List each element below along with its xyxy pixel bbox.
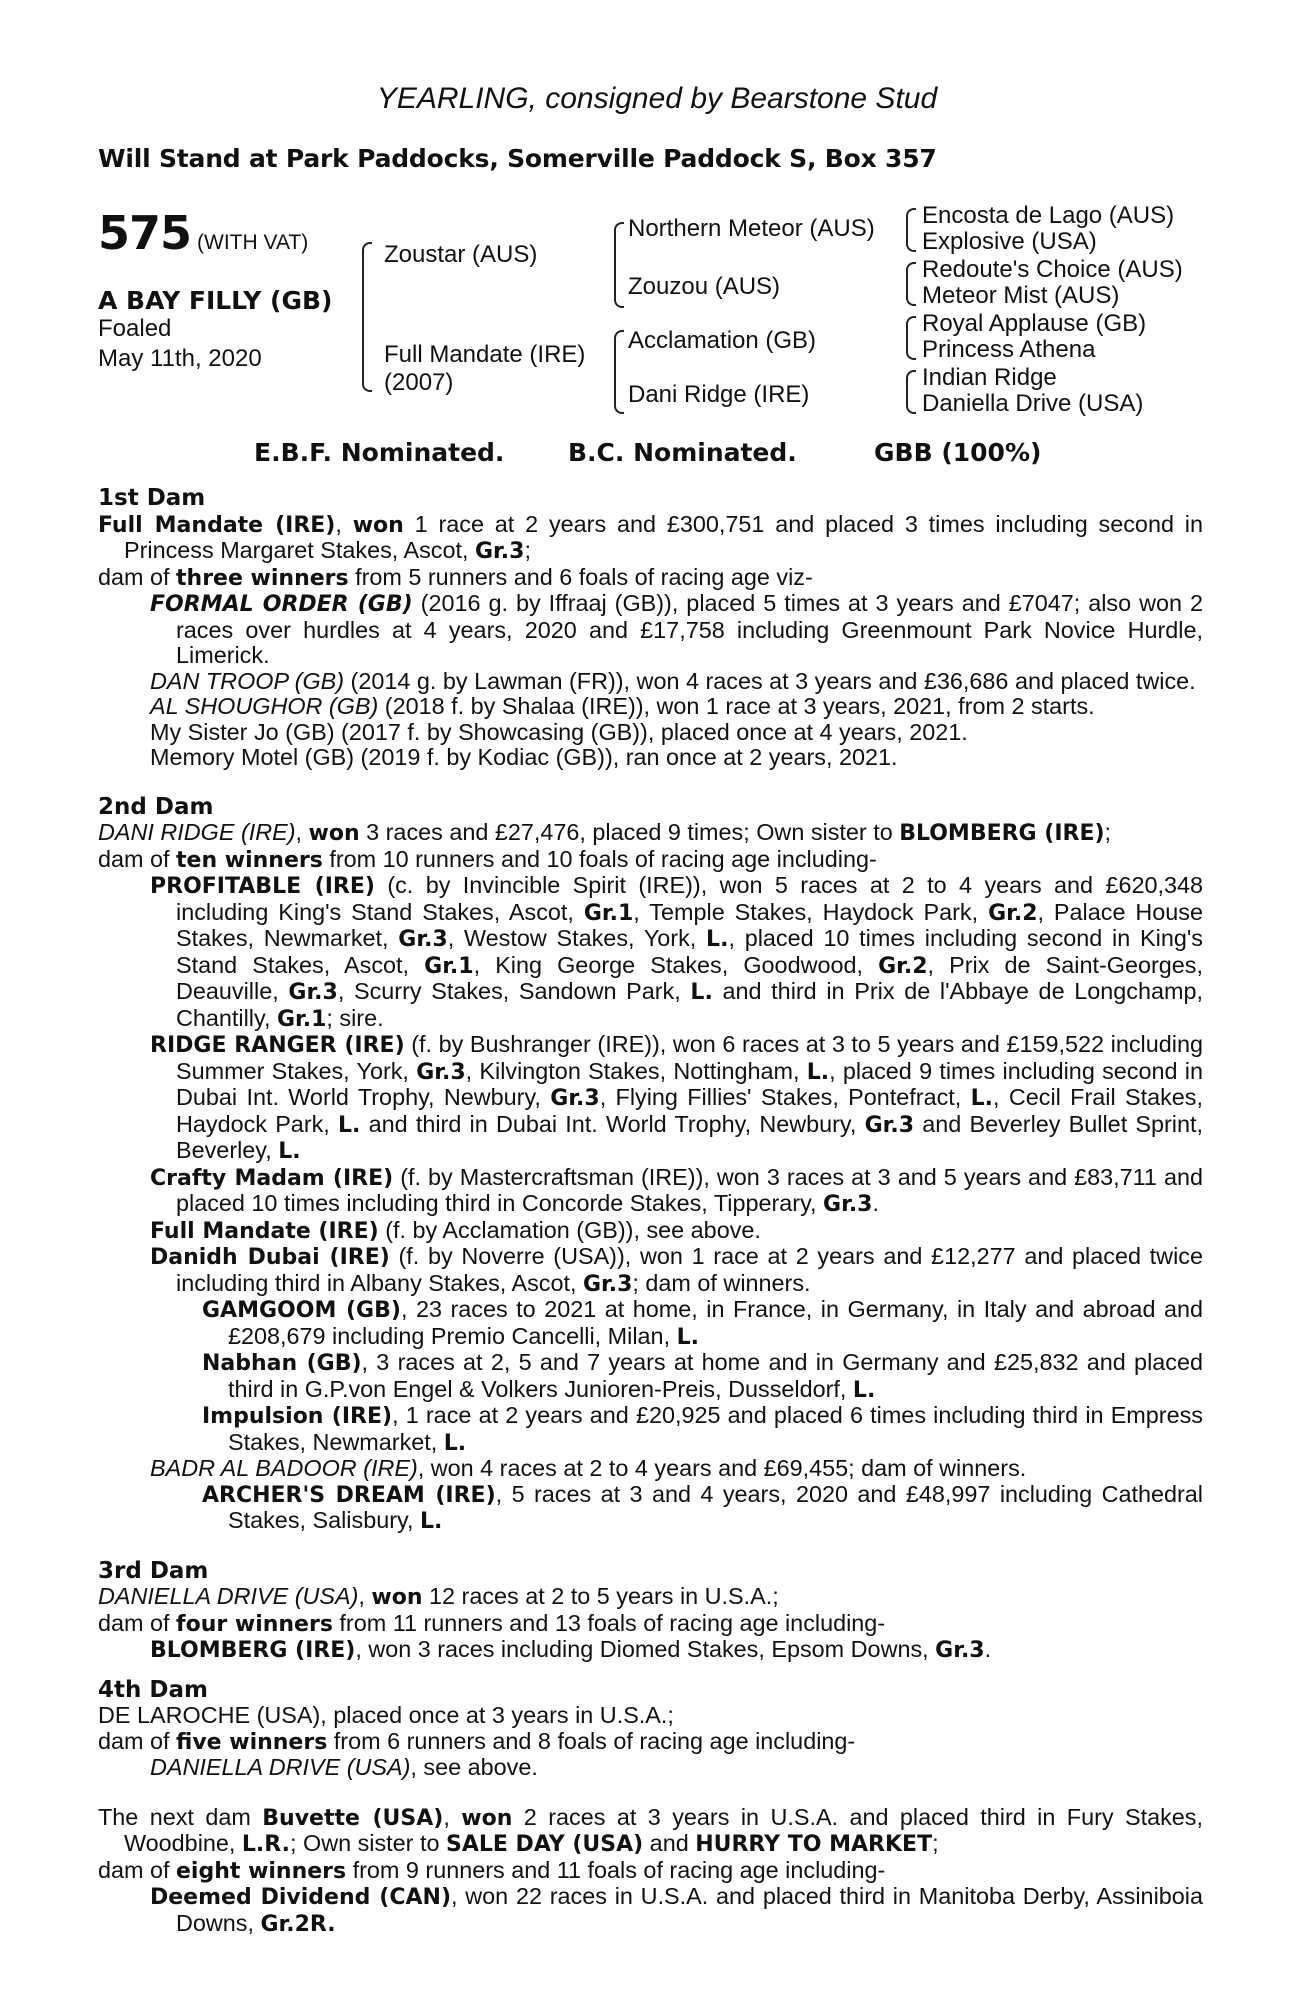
second-dam-heading: 2nd Dam [98, 793, 214, 820]
pedigree-brace-3c [906, 316, 916, 360]
pedigree-dam: Full Mandate (IRE) [384, 341, 586, 368]
catalogue-subtitle: YEARLING, consigned by Bearstone Stud [376, 82, 938, 115]
lot-number: 575 [98, 206, 192, 260]
grandproduce-nabhan: Nabhan (GB), 3 races at 2, 5 and 7 years at home and in Germany and £25,832 and placed third in G.P.von Engel & Volkers Junioren-Preis, Dusseldorf, L. [202, 1349, 1203, 1403]
third-dam-produce: dam of four winners from 11 runners and 13 foals of racing age including- [98, 1609, 886, 1637]
pedigree-ds: Acclamation (GB) [628, 327, 817, 354]
produce-danidh-dubai: Danidh Dubai (IRE) (f. by Noverre (USA)), won 1 race at 2 years and £12,277 and placed twice including third in Albany Stakes, Ascot, Gr.3; dam of winners. [150, 1243, 1203, 1297]
stand-location: Will Stand at Park Paddocks, Somerville Paddock S, Box 357 [98, 144, 937, 173]
produce-deemed-dividend: Deemed Dividend (CAN), won 22 races in U.S.A. and placed third in Manitoba Derby, Assiniboia Downs, Gr.2R. [150, 1883, 1203, 1937]
pedigree-ssd: Explosive (USA) [922, 228, 1097, 255]
produce-my-sister-jo: My Sister Jo (GB) (2017 f. by Showcasing (GB)), placed once at 4 years, 2021. [150, 718, 968, 745]
gbb-status: GBB (100%) [874, 438, 1042, 467]
produce-profitable: PROFITABLE (IRE) (c. by Invincible Spirit (IRE)), won 5 races at 2 to 4 years and £620,348 including King's Stand Stakes, Ascot, Gr.1, Temple Stakes, Haydock Park, Gr.2, Palace House Stakes, Newmarket, Gr.3, Westow Stakes, York, L., placed 10 times including second in King's Stand Stakes, Ascot, Gr.1, King George Stakes, Goodwood, Gr.2, Prix de Saint-Georges, Deauville, Gr.3, Scurry Stakes, Sandown Park, L. and third in Prix de l'Abbaye de Longchamp, Chantilly, Gr.1; sire. [150, 872, 1204, 1032]
third-dam-heading: 3rd Dam [98, 1557, 209, 1584]
produce-daniella-drive: DANIELLA DRIVE (USA), see above. [150, 1754, 538, 1780]
fourth-dam-heading: 4th Dam [98, 1676, 208, 1703]
pedigree-brace-3a [906, 208, 916, 252]
pedigree-brace-3b [906, 262, 916, 306]
next-dam-produce: dam of eight winners from 9 runners and 11 foals of racing age including- [98, 1856, 886, 1884]
fourth-dam-produce: dam of five winners from 6 runners and 8 foals of racing age including- [98, 1727, 856, 1755]
pedigree-sds: Redoute's Choice (AUS) [922, 256, 1183, 283]
produce-blomberg: BLOMBERG (IRE), won 3 races including Diomed Stakes, Epsom Downs, Gr.3. [150, 1636, 992, 1663]
produce-al-shoughor: AL SHOUGHOR (GB) (2018 f. by Shalaa (IRE)), won 1 race at 3 years, 2021, from 2 starts. [150, 693, 1095, 719]
horse-description: A BAY FILLY (GB) [98, 286, 333, 315]
pedigree-dd: Dani Ridge (IRE) [628, 381, 810, 408]
bc-nomination: B.C. Nominated. [568, 438, 797, 467]
first-dam-heading: 1st Dam [98, 485, 206, 511]
first-dam-produce: dam of three winners from 5 runners and 6 foals of racing age viz- [98, 563, 813, 591]
ebf-nomination: E.B.F. Nominated. [254, 438, 505, 467]
catalogue-body [98, 486, 1203, 1937]
produce-dan-troop: DAN TROOP (GB) (2014 g. by Lawman (FR)), won 4 races at 3 years and £36,686 and placed twice. [150, 667, 1196, 694]
pedigree-sdd: Meteor Mist (AUS) [922, 282, 1120, 309]
produce-formal-order: FORMAL ORDER (GB) (2016 g. by Iffraaj (GB)), placed 5 times at 3 years and £7047; also won 2 races over hurdles at 4 years, 2020 and £17,758 including Greenmount Park Novice Hurdle, Limerick. [150, 590, 1203, 668]
foaled-label: Foaled [98, 315, 172, 342]
second-dam-produce: dam of ten winners from 10 runners and 10 foals of racing age including- [98, 845, 877, 873]
pedigree-dds: Indian Ridge [922, 364, 1057, 391]
next-dam-record: The next dam Buvette (USA), won 2 races at 3 years in U.S.A. and placed third in Fury Stakes, Woodbine, L.R.; Own sister to SALE DAY (USA) and HURRY TO MARKET; [98, 1803, 1203, 1857]
grandproduce-impulsion: Impulsion (IRE), 1 race at 2 years and £20,925 and placed 6 times including third in Empress Stakes, Newmarket, L. [202, 1402, 1203, 1456]
grandproduce-gamgoom: GAMGOOM (GB), 23 races to 2021 at home, in France, in Germany, in Italy and abroad and £208,679 including Premio Cancelli, Milan, L. [202, 1296, 1203, 1350]
second-dam-record: DANI RIDGE (IRE), won 3 races and £27,476, placed 9 times; Own sister to BLOMBERG (IRE); [98, 819, 1112, 846]
produce-badr-al-badoor: BADR AL BADOOR (IRE), won 4 races at 2 to 4 years and £69,455; dam of winners. [150, 1455, 1027, 1481]
pedigree-sd: Zouzou (AUS) [628, 273, 781, 300]
pedigree-brace-1 [362, 242, 372, 392]
grandproduce-archers-dream: ARCHER'S DREAM (IRE), 5 races at 3 and 4 years, 2020 and £48,997 including Cathedral Stakes, Salisbury, L. [202, 1480, 1203, 1534]
vat-label: (WITH VAT) [197, 231, 309, 254]
foaled-info [98, 314, 262, 374]
pedigree-sss: Encosta de Lago (AUS) [922, 202, 1175, 229]
produce-crafty-madam: Crafty Madam (IRE) (f. by Mastercraftsman (IRE)), won 3 races at 3 and 5 years and £83,711 and placed 10 times including third in Concorde Stakes, Tipperary, Gr.3. [150, 1163, 1204, 1217]
third-dam-record: DANIELLA DRIVE (USA), won 12 races at 2 to 5 years in U.S.A.; [98, 1583, 779, 1610]
fourth-dam-record: DE LAROCHE (USA), placed once at 3 years in U.S.A.; [98, 1702, 674, 1728]
lot-line [98, 206, 308, 260]
pedigree-ddd: Daniella Drive (USA) [922, 390, 1144, 417]
pedigree-dss: Royal Applause (GB) [922, 310, 1147, 337]
produce-full-mandate: Full Mandate (IRE) (f. by Acclamation (GB)), see above. [150, 1216, 761, 1244]
pedigree-brace-2b [614, 330, 624, 414]
produce-ridge-ranger: RIDGE RANGER (IRE) (f. by Bushranger (IRE)), won 6 races at 3 to 5 years and £159,522 including Summer Stakes, York, Gr.3, Kilvington Stakes, Nottingham, L., placed 9 times including second in Dubai Int. World Trophy, Newbury, Gr.3, Flying Fillies' Stakes, Pontefract, L., Cecil Frail Stakes, Haydock Park, L. and third in Dubai Int. World Trophy, Newbury, Gr.3 and Beverley Bullet Sprint, Beverley, L. [150, 1031, 1203, 1164]
pedigree-sire: Zoustar (AUS) [384, 241, 538, 268]
pedigree-brace-2a [614, 222, 624, 308]
pedigree-ss: Northern Meteor (AUS) [628, 215, 875, 242]
produce-memory-motel: Memory Motel (GB) (2019 f. by Kodiac (GB)), ran once at 2 years, 2021. [150, 744, 898, 770]
pedigree-brace-3d [906, 370, 916, 414]
first-dam-record: Full Mandate (IRE), won 1 race at 2 years and £300,751 and placed 3 times including second in Princess Margaret Stakes, Ascot, Gr.3; [98, 510, 1203, 564]
foaled-date: May 11th, 2020 [98, 345, 262, 372]
pedigree-dam-year: (2007) [384, 369, 454, 396]
pedigree-dsd: Princess Athena [922, 336, 1096, 363]
